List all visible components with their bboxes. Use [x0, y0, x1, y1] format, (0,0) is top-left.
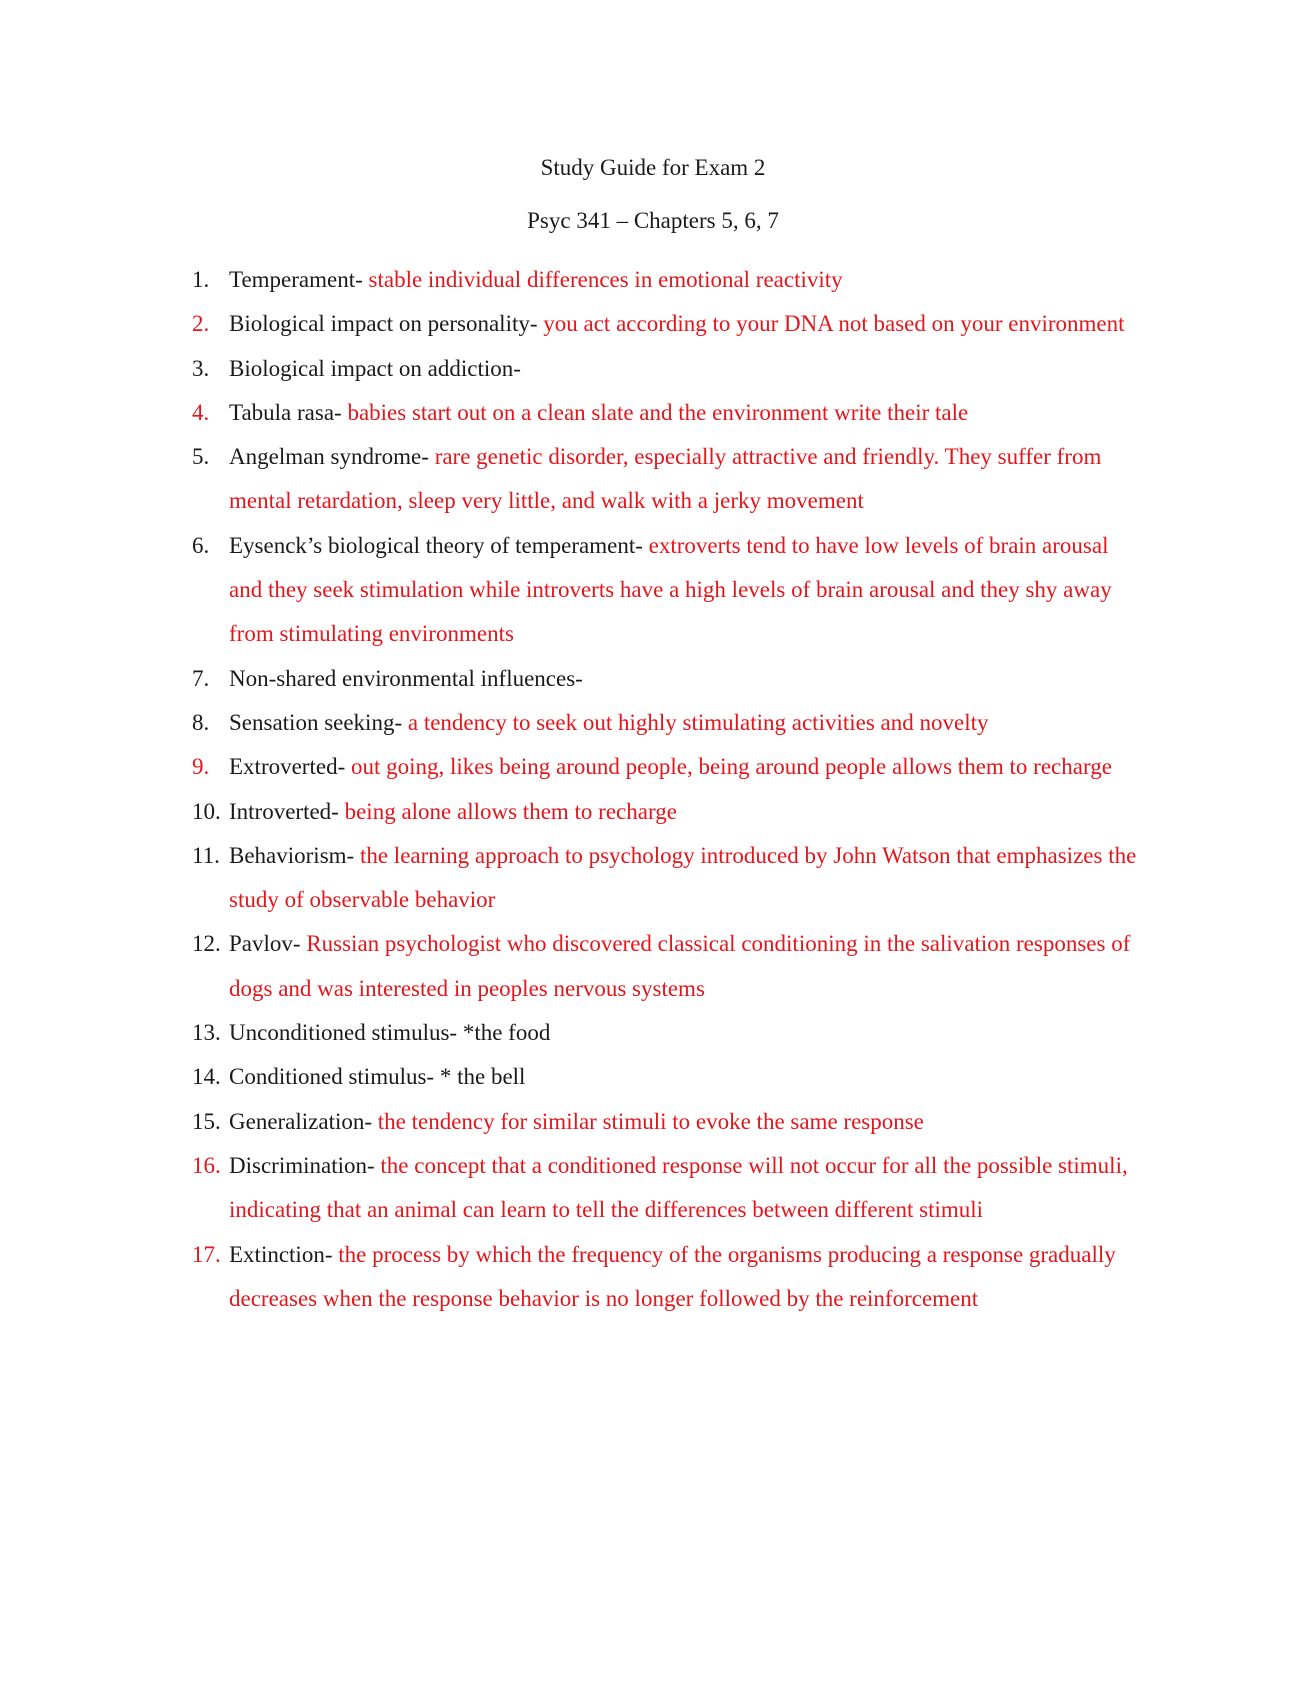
item-term: Behaviorism-: [229, 842, 355, 868]
list-item: [0, 435, 1306, 524]
item-definition: Russian psychologist who discovered classical conditioning in the salivation responses of dogs and was interested in peoples nervous systems: [229, 931, 1131, 1001]
item-term: Extinction-: [229, 1241, 333, 1267]
item-number: 8.: [192, 709, 210, 735]
item-definition: the tendency for similar stimuli to evoke the same response: [372, 1108, 924, 1134]
item-content: [229, 745, 1144, 789]
item-number: 6.: [192, 532, 210, 558]
item-content: [229, 302, 1144, 346]
item-number: 4.: [192, 399, 210, 425]
document-subtitle: Psyc 341 – Chapters 5, 6, 7: [527, 208, 779, 233]
item-definition: a tendency to seek out highly stimulating activities and novelty: [402, 709, 989, 735]
item-definition: out going, likes being around people, being around people allows them to recharge: [345, 754, 1112, 780]
item-term: Biological impact on addiction-: [229, 355, 521, 381]
item-content: [229, 524, 1144, 657]
item-term: Conditioned stimulus-: [229, 1064, 435, 1090]
item-term: Temperament-: [229, 267, 363, 292]
list-item: [0, 1011, 1306, 1055]
item-definition: the learning approach to psychology introduced by John Watson that emphasizes the study of observable behavior: [229, 842, 1137, 913]
list-item: [0, 790, 1306, 834]
item-number: 11.: [192, 842, 220, 868]
item-content: [229, 790, 1144, 834]
list-item: [0, 391, 1306, 435]
item-content: [229, 1233, 1144, 1322]
list-item: [0, 1100, 1306, 1144]
item-definition: you act according to your DNA not based on your environment: [537, 311, 1125, 337]
item-content: [229, 1055, 1144, 1099]
item-number: 15.: [192, 1108, 221, 1134]
list-item: [0, 657, 1306, 701]
item-term: Pavlov-: [229, 931, 301, 957]
document-title: Study Guide for Exam 2: [540, 155, 766, 180]
list-item: [0, 1144, 1306, 1233]
item-term: Generalization-: [229, 1108, 373, 1134]
item-number: 10.: [192, 798, 221, 824]
item-term: Sensation seeking-: [229, 709, 403, 735]
list-item: [0, 258, 1306, 302]
item-content: [229, 391, 1144, 435]
item-term: Discrimination-: [229, 1152, 375, 1178]
item-term: Eysenck’s biological theory of temperament-: [229, 532, 643, 558]
item-content: [229, 347, 1144, 391]
item-number: 3.: [192, 355, 210, 381]
item-number: 17.: [192, 1241, 221, 1267]
item-number: 5.: [192, 444, 210, 470]
item-definition: extroverts tend to have low levels of brain arousal and they seek stimulation while introverts have a high levels of brain arousal and they shy away from stimulating environments: [229, 532, 1112, 647]
item-number: 7.: [192, 665, 210, 691]
study-guide-list: [0, 258, 1306, 1321]
item-number: 13.: [192, 1020, 221, 1046]
item-term: Non-shared environmental influences-: [229, 665, 583, 691]
item-number: 1.: [192, 267, 210, 292]
item-content: [229, 435, 1144, 524]
item-definition: stable individual differences in emotional reactivity: [362, 267, 843, 292]
item-content: [229, 1011, 1144, 1055]
item-definition: rare genetic disorder, especially attractive and friendly. They suffer from mental retardation, sleep very little, and walk with a jerky movement: [229, 444, 1102, 514]
list-item: [0, 701, 1306, 745]
list-item: [0, 834, 1306, 923]
item-content: [229, 1144, 1144, 1233]
list-item: [0, 922, 1306, 1011]
list-item: [0, 1055, 1306, 1099]
list-item: [0, 347, 1306, 391]
list-item: [0, 1233, 1306, 1322]
item-number: 9.: [192, 754, 210, 780]
item-content: [229, 834, 1144, 923]
item-number: 16.: [192, 1152, 221, 1178]
list-item: [0, 524, 1306, 657]
item-definition: * the bell: [434, 1064, 526, 1090]
item-content: [229, 258, 1144, 302]
item-term: Tabula rasa-: [229, 399, 342, 425]
item-term: Extroverted-: [229, 754, 346, 780]
item-number: 2.: [192, 311, 210, 337]
item-term: Biological impact on personality-: [229, 311, 538, 337]
item-definition: *the food: [457, 1020, 551, 1046]
item-definition: the process by which the frequency of the organisms producing a response gradually decreases when the response behavior is no longer followed by the reinforcement: [229, 1241, 1116, 1311]
item-number: 12.: [192, 931, 221, 957]
item-content: [229, 657, 1144, 701]
item-content: [229, 922, 1144, 1011]
item-definition: being alone allows them to recharge: [338, 798, 677, 824]
item-definition: the concept that a conditioned response will not occur for all the possible stimuli, indicating that an animal can learn to tell the differences between different stimuli: [229, 1152, 1128, 1223]
item-content: [229, 701, 1144, 745]
item-definition: babies start out on a clean slate and the environment write their tale: [341, 399, 969, 425]
item-term: Angelman syndrome-: [229, 444, 429, 470]
list-item: [0, 302, 1306, 346]
item-term: Unconditioned stimulus-: [229, 1020, 458, 1046]
item-number: 14.: [192, 1064, 221, 1090]
list-item: [0, 745, 1306, 789]
item-term: Introverted-: [229, 798, 339, 824]
item-content: [229, 1100, 1144, 1144]
